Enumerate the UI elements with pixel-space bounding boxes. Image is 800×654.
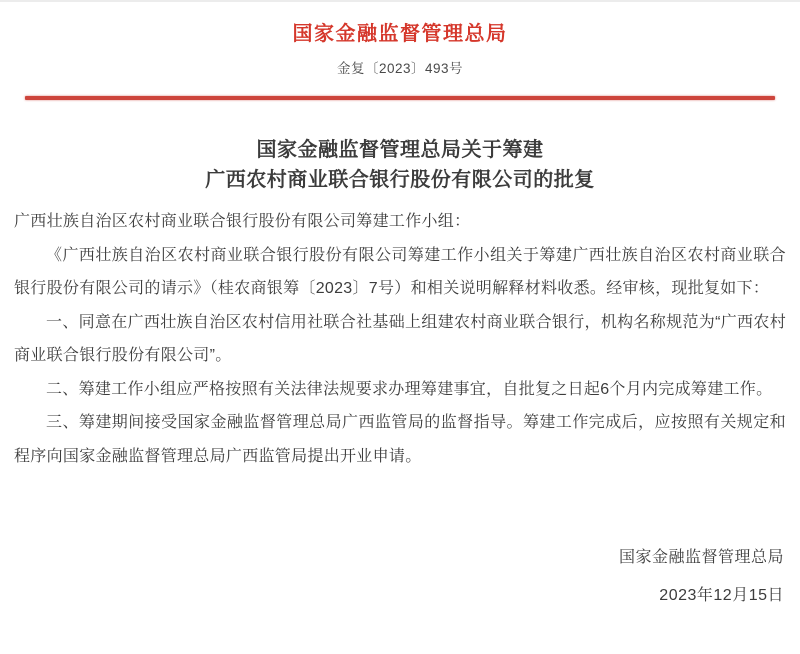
document-title <box>0 135 800 195</box>
signature-authority-name: 国家金融监督管理总局 <box>618 549 784 566</box>
document-title-line-1: 国家金融监督管理总局关于筹建 <box>256 139 544 161</box>
document-number: 金复〔2023〕493号 <box>336 61 464 76</box>
signature-date: 2023年12月15日 <box>659 587 784 604</box>
document-body <box>0 205 800 473</box>
document-header <box>0 2 800 77</box>
salutation-line: 广西壮族自治区农村商业联合银行股份有限公司筹建工作小组： <box>14 213 471 230</box>
body-paragraph-item-1: 一、同意在广西壮族自治区农村信用社联合社基础上组建农村商业联合银行，机构名称规范为“广西农村商业联合银行股份有限公司”。 <box>14 313 786 364</box>
red-divider-line <box>25 96 775 100</box>
signature-block <box>619 548 784 606</box>
body-paragraph-intro: 《广西壮族自治区农村商业联合银行股份有限公司筹建工作小组关于筹建广西壮族自治区农村商业联合银行股份有限公司的请示》（桂农商银筹〔2023〕7号）和相关说明解释材料收悉。经审核，现批复如下： <box>14 246 786 297</box>
document-title-line-2: 广西农村商业联合银行股份有限公司的批复 <box>205 169 595 191</box>
body-paragraph-item-2: 二、筹建工作小组应严格按照有关法律法规要求办理筹建事宜，自批复之日起6个月内完成筹建工作。 <box>46 380 773 398</box>
issuing-authority-name: 国家金融监督管理总局 <box>292 23 508 45</box>
body-paragraph-item-3: 三、筹建期间接受国家金融监督管理总局广西监管局的监督指导。筹建工作完成后，应按照有关规定和程序向国家金融监督管理总局广西监管局提出开业申请。 <box>14 414 786 465</box>
